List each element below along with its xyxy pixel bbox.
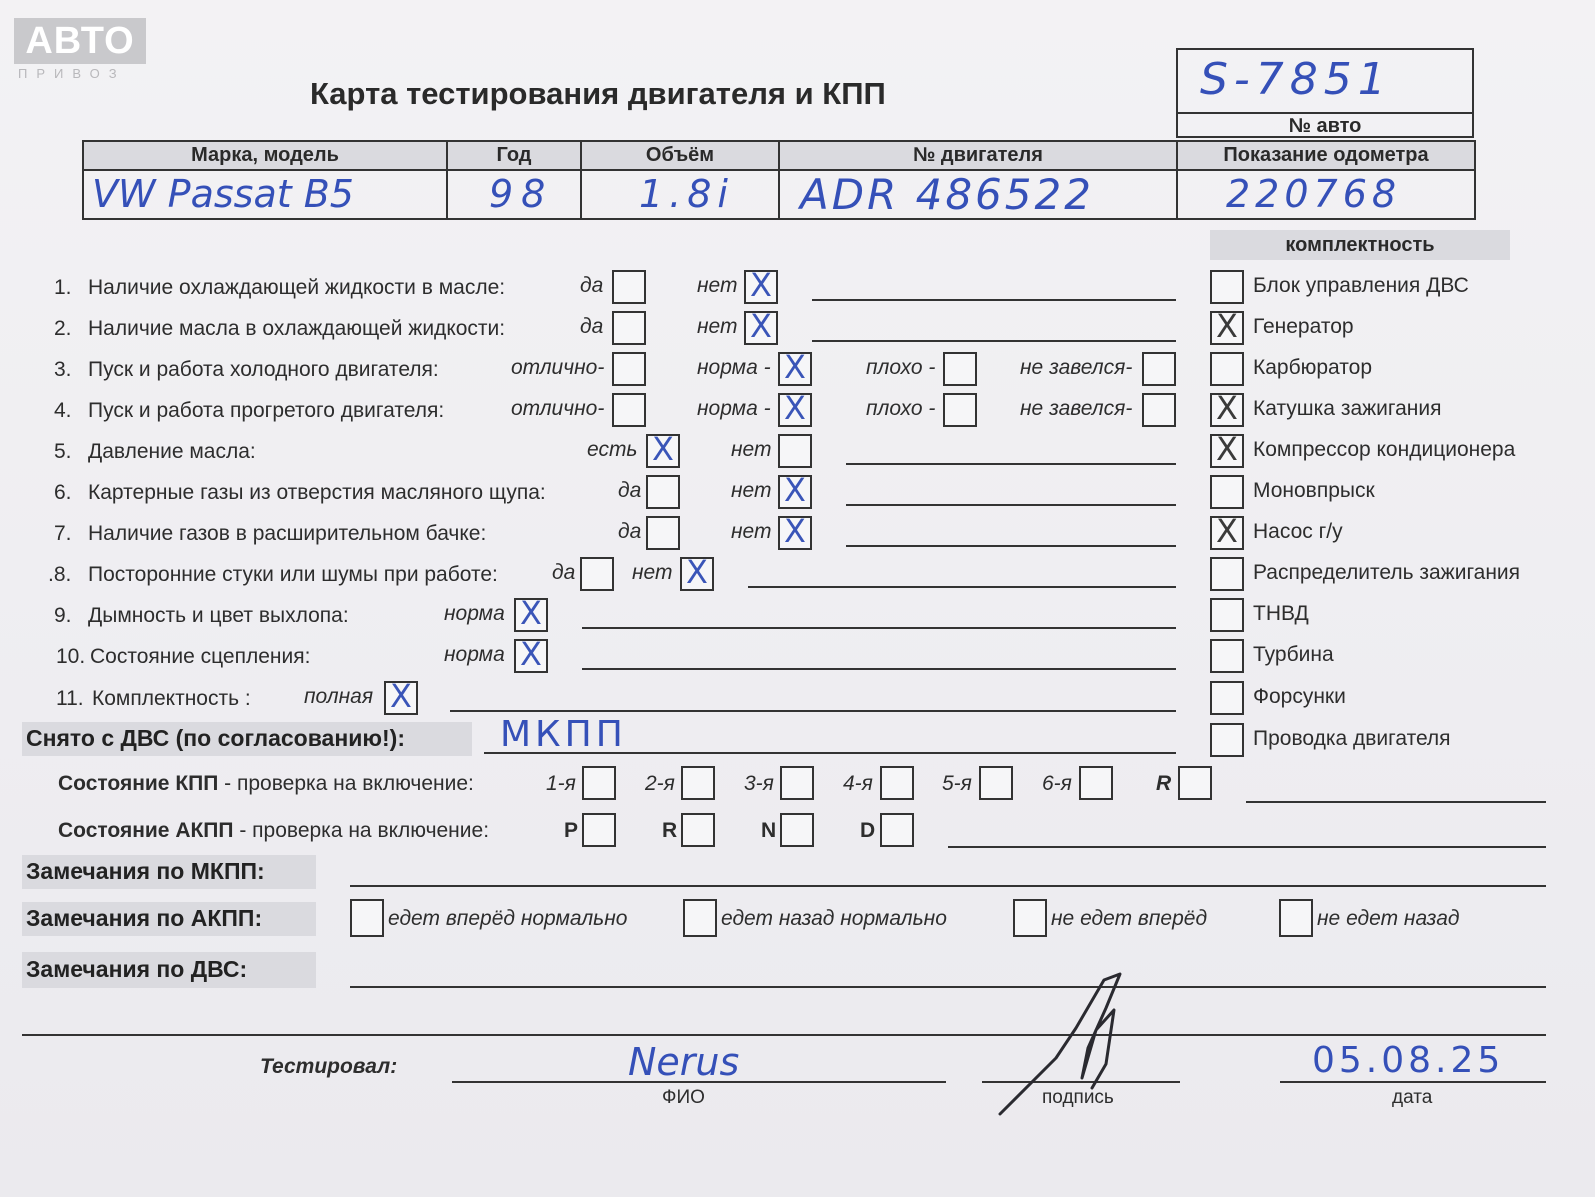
checkbox[interactable]: [943, 393, 977, 427]
completeness-item: Проводка двигателя: [1253, 727, 1451, 750]
check-label: Состояние сцепления:: [90, 645, 311, 668]
option-label: норма -: [697, 356, 771, 379]
gear-label: 3-я: [744, 772, 774, 795]
check-mark: X: [1216, 430, 1238, 468]
option-label: плохо -: [866, 356, 936, 379]
checkbox-checked[interactable]: [384, 677, 418, 715]
car-number-box: [1176, 48, 1474, 138]
checkbox[interactable]: [612, 311, 646, 345]
col-header-year: Год: [496, 144, 532, 166]
checkbox-checked[interactable]: [778, 389, 812, 427]
note-line: [582, 668, 1176, 670]
akpp-option: едет назад нормально: [721, 907, 947, 930]
row-number: 2.: [54, 317, 72, 340]
value-volume: 1.8i: [639, 172, 734, 216]
option-label: отлично-: [511, 356, 605, 379]
gear-checkbox[interactable]: [780, 813, 814, 847]
note-line: [1246, 801, 1546, 803]
gear-label: 5-я: [942, 772, 972, 795]
completeness-title: комплектность: [1210, 230, 1510, 260]
logo-subtitle: ПРИВОЗ: [18, 66, 126, 81]
check-label: Давление масла:: [88, 440, 256, 463]
note-line: [748, 586, 1176, 588]
row-number: 10.: [56, 645, 86, 668]
tester-name: Nerus: [628, 1040, 740, 1084]
kpp-label-rest: - проверка на включение:: [218, 772, 474, 795]
completeness-item: Распределитель зажигания: [1253, 561, 1521, 584]
checkbox[interactable]: [778, 434, 812, 468]
row-number: 11.: [56, 687, 84, 710]
note-line: [22, 1034, 1546, 1036]
checkbox[interactable]: [1210, 557, 1244, 591]
check-mark: X: [784, 348, 806, 386]
check-mark: X: [520, 594, 542, 632]
checkbox[interactable]: [1210, 270, 1244, 304]
option-label: отлично-: [511, 397, 605, 420]
gear-label: R: [1156, 772, 1172, 795]
row-number: 3.: [54, 358, 72, 381]
checkbox[interactable]: [1210, 639, 1244, 673]
checkbox-checked[interactable]: [680, 553, 714, 591]
checkbox-checked[interactable]: [744, 266, 778, 304]
check-mark: X: [652, 430, 674, 468]
note-line: [350, 885, 1546, 887]
gear-label: P: [564, 819, 579, 842]
value-model: VW Passat B5: [92, 172, 354, 216]
completeness-item: Насос г/у: [1253, 520, 1343, 543]
checkbox-checked[interactable]: [514, 635, 548, 673]
col-header-odometer: Показание одометра: [1223, 144, 1429, 166]
col-header-engine-no: № двигателя: [913, 144, 1043, 166]
akpp-option: не едет назад: [1317, 907, 1460, 930]
completeness-item: Генератор: [1253, 315, 1354, 338]
completeness-item: Форсунки: [1253, 685, 1346, 708]
note-line: [350, 986, 1546, 988]
check-mark: X: [390, 677, 412, 715]
checkbox[interactable]: [1210, 352, 1244, 386]
check-label: Наличие газов в расширительном бачке:: [88, 522, 487, 545]
gear-checkbox[interactable]: [1079, 766, 1113, 800]
completeness-item: Моновпрыск: [1253, 479, 1375, 502]
gear-checkbox[interactable]: [880, 766, 914, 800]
akpp-label: [58, 819, 489, 843]
checkbox-checked[interactable]: [514, 594, 548, 632]
gear-label: R: [662, 819, 678, 842]
gear-checkbox[interactable]: [582, 813, 616, 847]
option-label: нет: [632, 561, 673, 584]
checkbox[interactable]: [612, 352, 646, 386]
row-number: .8.: [48, 563, 72, 586]
row-number: 7.: [54, 522, 72, 545]
note-line: [582, 627, 1176, 629]
checkbox[interactable]: [1210, 598, 1244, 632]
note-line: [846, 545, 1176, 547]
check-label: Пуск и работа холодного двигателя:: [88, 358, 439, 381]
checkbox[interactable]: [1142, 393, 1176, 427]
check-mark: X: [750, 266, 772, 304]
check-label: Комплектность :: [92, 687, 251, 710]
checkbox[interactable]: [683, 899, 717, 937]
checkbox-checked[interactable]: [1210, 512, 1244, 550]
fio-label: ФИО: [662, 1087, 705, 1108]
akpp-option: едет вперёд нормально: [388, 907, 628, 930]
check-label: Картерные газы из отверстия масляного щупа:: [88, 481, 546, 504]
completeness-item: Компрессор кондиционера: [1253, 438, 1516, 461]
car-number-value: S-7851: [1200, 54, 1392, 105]
checkbox[interactable]: [943, 352, 977, 386]
checkbox-checked[interactable]: [646, 430, 680, 468]
col-header-volume: Объём: [645, 144, 715, 166]
gear-label: 1-я: [546, 772, 576, 795]
gear-checkbox[interactable]: [780, 766, 814, 800]
date-line: [1280, 1081, 1546, 1083]
kpp-label: [58, 772, 474, 796]
option-label: полная: [304, 685, 374, 708]
option-label: нет: [697, 274, 738, 297]
checkbox-checked[interactable]: [778, 512, 812, 550]
check-mark: X: [1216, 389, 1238, 427]
option-label: да: [552, 561, 576, 584]
page-title: Карта тестирования двигателя и КПП: [310, 76, 886, 111]
check-mark: X: [1216, 307, 1238, 345]
completeness-item: Катушка зажигания: [1253, 397, 1442, 420]
value-year: 98: [489, 172, 554, 216]
note-line: [812, 299, 1176, 301]
gear-label: N: [761, 819, 777, 842]
completeness-item: Карбюратор: [1253, 356, 1373, 379]
option-label: плохо -: [866, 397, 936, 420]
check-mark: X: [784, 512, 806, 550]
gear-label: 6-я: [1042, 772, 1072, 795]
checkbox[interactable]: [612, 393, 646, 427]
date-label: дата: [1392, 1087, 1433, 1108]
checkbox[interactable]: [646, 475, 680, 509]
tested-label: Тестировал:: [260, 1055, 398, 1078]
col-header-model: Марка, модель: [191, 144, 339, 166]
option-label: нет: [697, 315, 738, 338]
checkbox-checked[interactable]: [778, 348, 812, 386]
gear-label: 2-я: [645, 772, 675, 795]
checkbox[interactable]: [350, 899, 384, 937]
fio-line: [452, 1081, 946, 1083]
note-line: [846, 463, 1176, 465]
checkbox[interactable]: [646, 516, 680, 550]
option-label: норма: [444, 602, 505, 625]
gear-label: D: [860, 819, 876, 842]
note-line: [812, 340, 1176, 342]
option-label: нет: [731, 479, 772, 502]
option-label: нет: [731, 520, 772, 543]
value-engine-no: ADR 486522: [800, 170, 1094, 219]
note-line: [484, 752, 1176, 754]
checkbox[interactable]: [1013, 899, 1047, 937]
checkbox[interactable]: [1210, 723, 1244, 757]
check-label: Наличие охлаждающей жидкости в масле:: [88, 276, 506, 299]
check-mark: X: [750, 307, 772, 345]
checkbox-checked[interactable]: [1210, 307, 1244, 345]
check-label: Наличие масла в охлаждающей жидкости:: [88, 317, 506, 340]
option-label: да: [618, 520, 642, 543]
checkbox[interactable]: [1210, 681, 1244, 715]
completeness-item: ТНВД: [1253, 602, 1309, 625]
akpp-label-bold: Состояние АКПП: [58, 819, 234, 842]
row-number: 6.: [54, 481, 72, 504]
removed-value: МКПП: [500, 714, 627, 755]
remarks-dvs-label: Замечания по ДВС:: [26, 956, 248, 982]
removed-label: Снято с ДВС (по согласованию!):: [26, 725, 405, 751]
gear-checkbox[interactable]: [880, 813, 914, 847]
completeness-item: Блок управления ДВС: [1253, 274, 1469, 297]
checkbox[interactable]: [1279, 899, 1313, 937]
option-label: да: [580, 315, 604, 338]
option-label: не завелся-: [1020, 397, 1133, 420]
row-number: 5.: [54, 440, 72, 463]
remarks-mkpp-label: Замечания по МКПП:: [26, 858, 265, 884]
check-mark: X: [1216, 512, 1238, 550]
gear-checkbox[interactable]: [582, 766, 616, 800]
gear-label: 4-я: [843, 772, 873, 795]
check-label: Пуск и работа прогретого двигателя:: [88, 399, 445, 422]
note-line: [948, 846, 1546, 848]
option-label: да: [618, 479, 642, 502]
row-number: 4.: [54, 399, 72, 422]
checkbox[interactable]: [1142, 352, 1176, 386]
row-number: 9.: [54, 604, 72, 627]
checkbox-checked[interactable]: [778, 471, 812, 509]
row-number: 1.: [54, 276, 72, 299]
note-line: [846, 504, 1176, 506]
check-mark: X: [520, 635, 542, 673]
checkbox-checked[interactable]: [744, 307, 778, 345]
logo: АВТО: [14, 18, 146, 64]
check-mark: X: [686, 553, 708, 591]
option-label: не завелся-: [1020, 356, 1133, 379]
checkbox-checked[interactable]: [1210, 430, 1244, 468]
note-line: [450, 710, 1176, 712]
check-label: Дымность и цвет выхлопа:: [88, 604, 349, 627]
option-label: есть: [587, 438, 638, 461]
signature-label: подпись: [1042, 1087, 1114, 1108]
header-table: [82, 140, 1476, 220]
gear-checkbox[interactable]: [1178, 766, 1212, 800]
check-mark: X: [784, 471, 806, 509]
option-label: да: [580, 274, 604, 297]
value-odometer: 220768: [1226, 172, 1402, 216]
option-label: норма -: [697, 397, 771, 420]
gear-checkbox[interactable]: [979, 766, 1013, 800]
gear-checkbox[interactable]: [681, 766, 715, 800]
kpp-label-bold: Состояние КПП: [58, 772, 219, 795]
checkbox[interactable]: [612, 270, 646, 304]
check-mark: X: [784, 389, 806, 427]
checkbox-checked[interactable]: [1210, 389, 1244, 427]
checkbox[interactable]: [1210, 475, 1244, 509]
remarks-akpp-label: Замечания по АКПП:: [26, 905, 263, 931]
check-label: Посторонние стуки или шумы при работе:: [88, 563, 498, 586]
completeness-item: Турбина: [1253, 643, 1334, 666]
gear-checkbox[interactable]: [681, 813, 715, 847]
date-value: 05.08.25: [1312, 1040, 1505, 1081]
option-label: нет: [731, 438, 772, 461]
checkbox[interactable]: [580, 557, 614, 591]
akpp-label-rest: - проверка на включение:: [233, 819, 490, 842]
car-number-label: № авто: [1178, 112, 1472, 138]
akpp-option: не едет вперёд: [1051, 907, 1208, 930]
option-label: норма: [444, 643, 505, 666]
